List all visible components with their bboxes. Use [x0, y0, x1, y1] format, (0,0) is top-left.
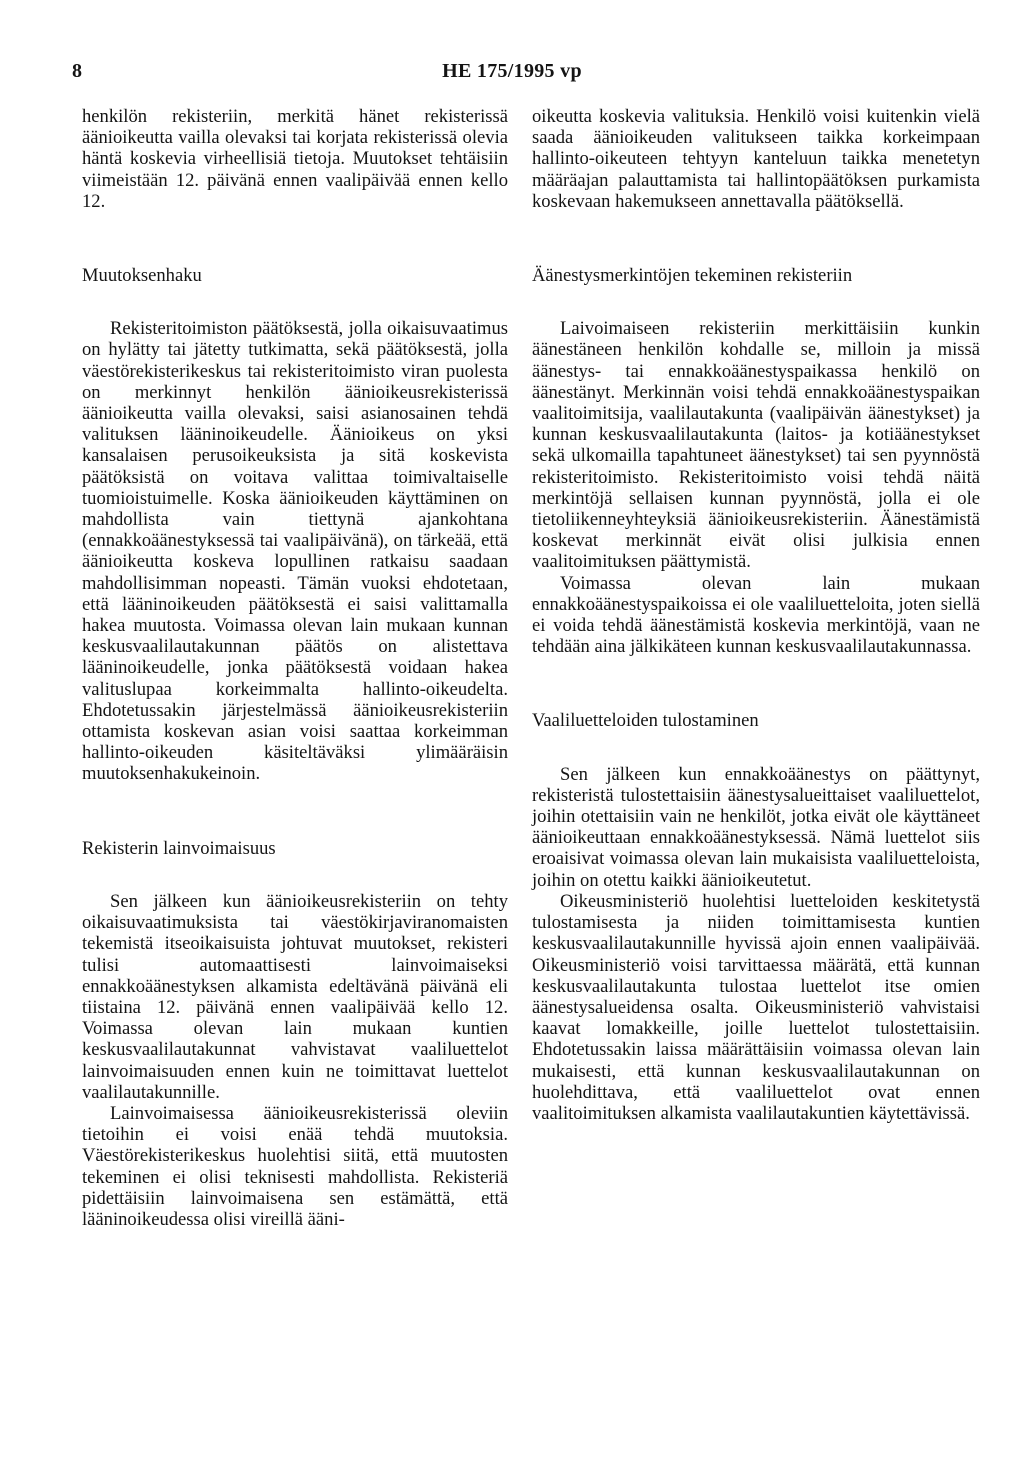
merkinnat-paragraph-1: Laivoimaiseen rekisteriin merkittäisiin kunkin äänestäneen henkilön kohdalle se, milloin ja missä äänestys- tai ennakkoäänestyspaikassa henkilö on äänestänyt. Merkinnän voisi tehdä ennakkoäänestyspaikan vaalitoimitsija, vaalilautakunta (vaalipäivän äänestykset) ja kunnan keskusvaalilautakunta (laitos- ja kotiäänestykset sekä ulkomailla tapahtuneet äänestykset) tai sen pyynnöstä rekisteritoimisto. Rekisteritoimisto voisi tehdä näitä merkintöjä sellaisen kunnan pyynnöstä, jolla ei ole tietoliikenneyhteyksiä äänioikeusrekisteriin. Äänestämistä koskevat merkinnät eivät olisi julkisia ennen vaalitoimituksen päättymistä.: [532, 318, 980, 573]
tulostaminen-paragraph-2: Oikeusministeriö huolehtisi luetteloiden keskitetystä tulostamisesta ja niiden toimittamisesta kuntien keskusvaalilautakunnille hyvissä ajoin ennen vaalipäivää. Oikeusministeriö voisi tarvittaessa määrätä, että kunnan keskusvaalilautakunta tulostaa luettelot itse omien äänestysalueidensa osalta. Oikeusministeriö vahvistaisi kaavat lomakkeille, joille luettelot tulostettaisiin. Ehdotetussakin laissa määrättäisiin voimassa olevan lain mukaisesti, että kunnan keskusvaalilautakunnan on huolehdittava, että vaaliluettelot ovat ennen vaalitoimituksen alkamista vaalilautakuntien käytettävissä.: [532, 890, 980, 1124]
lainvoimaisuus-paragraph-2: Lainvoimaisessa äänioikeusrekisterissä oleviin tietoihin ei voisi enää tehdä muutoksia. Väestörekisterikeskus huolehtisi siitä, että muutosten tekeminen ei olisi teknisesti mahdollista. Rekisteriä pidettäisiin lainvoimaisena sen estämättä, että lääninoikeudessa olisi vireillä ääni-: [82, 1102, 508, 1230]
page-number: 8: [72, 60, 82, 82]
heading-aanestysmerkinnat: Äänestysmerkintöjen tekeminen rekisteriin: [532, 265, 853, 287]
tulostaminen-paragraph-1: Sen jälkeen kun ennakkoäänestys on päättynyt, rekisteristä tulostettaisiin äänestysalueittaiset vaaliluettelot, joihin otettaisiin vain ne henkilöt, jotka eivät ole käyttäneet äänioikeuttaan ennakkoäänestyksessä. Nämä luettelot siis eroaisivat voimassa olevan lain mukaisista vaaliluetteloista, joihin on otettu kaikki äänioikeutetut.: [532, 763, 980, 891]
right-column: [532, 106, 980, 1124]
muutoksenhaku-paragraph-1: Rekisteritoimiston päätöksestä, jolla oikaisuvaatimus on hylätty tai jätetty tutkimatta, sekä päätöksestä, jolla väestörekisterikeskus tai rekisteritoimisto viran puolesta on merkinnyt henkilön äänioikeusrekisterissä äänioikeutta vailla olevaksi, saisi asianosainen tehdä valituksen lääninoikeudelle. Äänioikeus on yksi kansalaisen perusoikeuksista ja sitä koskevista päätöksistä on voitava valittaa toimivaltaiselle tuomioistuimelle. Koska äänioikeuden käyttäminen on mahdollista vain tiettynä ajankohtana (ennakkoäänestyksessä tai vaalipäivänä), on tärkeää, että äänioikeutta koskeva lopullinen ratkaisu saadaan mahdollisimman nopeasti. Tämän vuoksi ehdotetaan, että lääninoikeuden päätöksestä ei saisi valittamalla hakea muutosta. Voimassa olevan lain mukaan kunnan keskusvaalilautakunnan päätös on alistettava lääninoikeudelle, jonka päätöksestä voidaan hakea valituslupaa korkeimmalta hallinto-oikeudelta. Ehdotetussakin järjestelmässä äänioikeusrekisteriin ottamista koskevan asian voisi saattaa korkeimman hallinto-oikeuden käsiteltäväksi ylimääräisin muutoksenhakukeinoin.: [82, 318, 508, 785]
merkinnat-paragraph-2: Voimassa olevan lain mukaan ennakkoäänestyspaikoissa ei ole vaaliluetteloita, joten siellä ei voida tehdä äänestämistä koskevia merkintöjä, vaan ne tehdään aina jälkikäteen kunnan keskusvaalilautakunnassa.: [532, 572, 980, 658]
lainvoimaisuus-paragraph-1: Sen jälkeen kun äänioikeusrekisteriin on tehty oikaisuvaatimuksista tai väestökirjaviranomaisten tekemistä itseoikaisuista johtuvat muutokset, rekisteri tulisi automaattisesti lainvoimaiseksi ennakkoäänestyksen alkamista edeltävänä päivänä eli tiistaina 12. päivänä ennen vaalipäivää kello 12. Voimassa olevan lain mukaan kuntien keskusvaalilautakunnat vahvistavat vaaliluettelot lainvoimaisuuden ennen kuin ne toimittavat luettelot vaalilautakunnille.: [82, 890, 508, 1103]
running-title: HE 175/1995 vp: [442, 60, 582, 82]
heading-rekisterin-lainvoimaisuus: Rekisterin lainvoimaisuus: [82, 837, 276, 859]
heading-muutoksenhaku: Muutoksenhaku: [82, 265, 202, 287]
heading-vaaliluetteloiden-tulostaminen: Vaaliluetteloiden tulostaminen: [532, 710, 759, 732]
left-column: [82, 106, 508, 1230]
right-intro-paragraph: oikeutta koskevia valituksia. Henkilö voisi kuitenkin vielä saada äänioikeuden valitukseen taikka korkeimpaan hallinto-oikeuteen tehtyyn kanteluun taikka menetetyn määräajan palauttamista tai hallintopäätöksen purkamista koskevaan hakemukseen annettavalla päätöksellä.: [532, 106, 980, 212]
left-intro-paragraph: henkilön rekisteriin, merkitä hänet rekisterissä äänioikeutta vailla olevaksi tai korjata rekisterissä olevia häntä koskevia virheellisiä tietoja. Muutokset tehtäisiin viimeistään 12. päivänä ennen vaalipäivää ennen kello 12.: [82, 106, 508, 212]
